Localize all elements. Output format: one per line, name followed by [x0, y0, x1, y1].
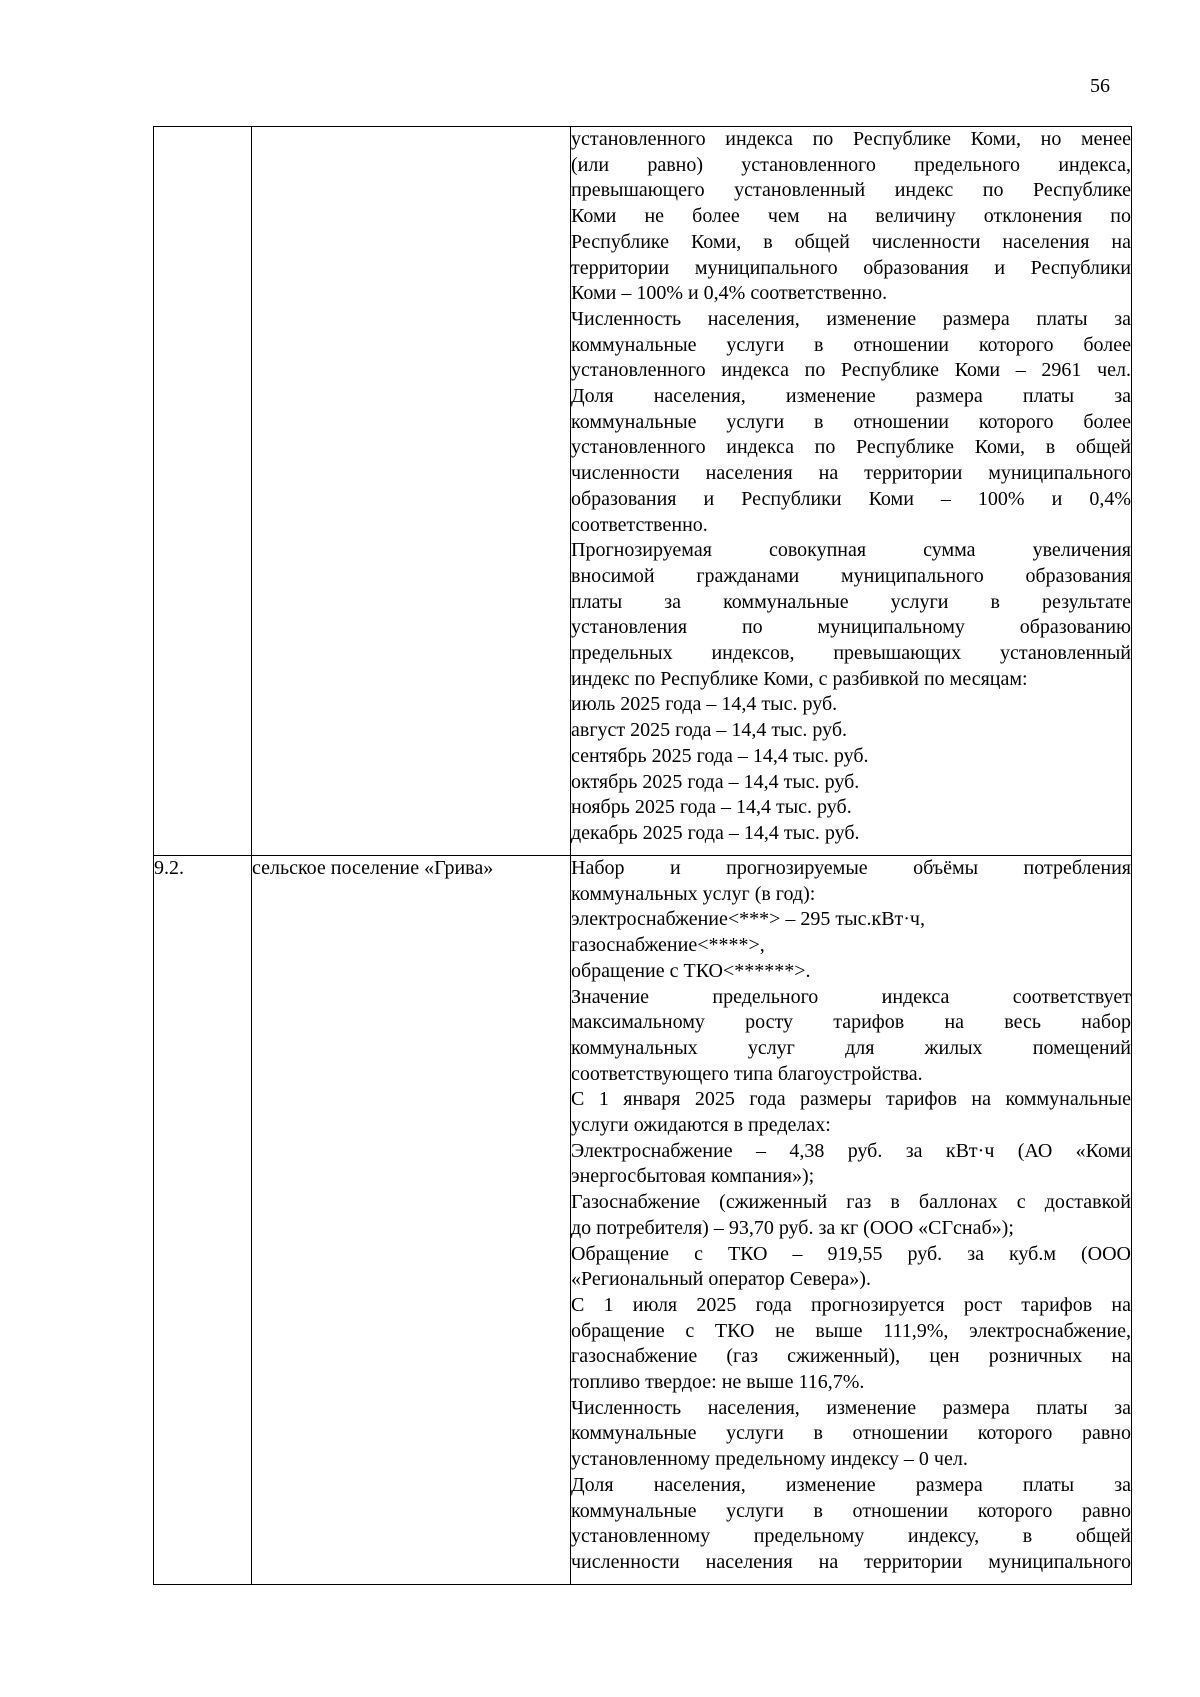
text-line: Численность населения, изменение размера платы за	[571, 307, 1131, 330]
description-cell	[571, 856, 1132, 1585]
text-line: установления по муниципальному образованию	[571, 616, 1131, 639]
text-line: предельных индексов, превышающих установленный	[571, 642, 1131, 665]
text-line: платы за коммунальные услуги в результате	[571, 590, 1131, 613]
text-line: образования и Республики Коми – 100% и 0,4%	[571, 487, 1131, 510]
text-line: Республике Коми, в общей численности населения на	[571, 230, 1131, 253]
text-line: превышающего установленный индекс по Республике	[571, 179, 1131, 202]
text-line: коммунальных услуг (в год):	[571, 882, 816, 905]
text-line: обращение с ТКО не выше 111,9%, электроснабжение,	[571, 1319, 1131, 1342]
text-line: коммунальных услуг для жилых помещений	[571, 1036, 1131, 1059]
document-table	[153, 126, 1132, 1585]
text-line: «Региональный оператор Севера»).	[571, 1268, 871, 1291]
text-line: энергосбытовая компания»);	[571, 1165, 815, 1188]
description-text	[571, 127, 1131, 847]
text-line: территории муниципального образования и Республики	[571, 256, 1131, 279]
text-line: коммунальные услуги в отношении которого равно	[571, 1499, 1131, 1522]
text-line: газоснабжение (газ сжиженный), цен розничных на	[571, 1345, 1131, 1368]
text-line: октябрь 2025 года – 14,4 тыс. руб.	[571, 770, 860, 793]
table-row	[154, 127, 1132, 856]
text-line: Коми не более чем на величину отклонения по	[571, 205, 1131, 228]
text-line: электроснабжение<***> – 295 тыс.кВт·ч,	[571, 908, 925, 931]
text-line: Газоснабжение (сжиженный газ в баллонах с доставкой	[571, 1191, 1131, 1214]
text-line: Обращение с ТКО – 919,55 руб. за куб.м (ООО	[571, 1242, 1131, 1265]
row-number-cell: 9.2.	[154, 856, 252, 1585]
text-line: обращение с ТКО<******>.	[571, 959, 811, 982]
text-line: численности населения на территории муниципального	[571, 1550, 1131, 1573]
text-line: вносимой гражданами муниципального образования	[571, 564, 1131, 587]
page-number: 56	[1090, 75, 1110, 97]
text-line: С 1 января 2025 года размеры тарифов на коммунальные	[571, 1088, 1131, 1111]
text-line: Значение предельного индекса соответствует	[571, 985, 1131, 1008]
text-line: сентябрь 2025 года – 14,4 тыс. руб.	[571, 744, 869, 767]
text-line: соответствующего типа благоустройства.	[571, 1062, 923, 1085]
text-line: максимальному росту тарифов на весь набор	[571, 1011, 1131, 1034]
text-line: индекс по Республике Коми, с разбивкой по месяцам:	[571, 667, 1028, 690]
text-line: Набор и прогнозируемые объёмы потребления	[571, 857, 1131, 879]
text-line: установленному предельному индексу, в общей	[571, 1525, 1131, 1548]
description-text	[571, 856, 1131, 1576]
settlement-name-cell	[252, 127, 571, 856]
text-line: газоснабжение<****>,	[571, 934, 765, 957]
text-line: численности населения на территории муниципального	[571, 462, 1131, 485]
text-line: установленного индекса по Республике Коми, в общей	[571, 436, 1131, 459]
text-line: август 2025 года – 14,4 тыс. руб.	[571, 719, 848, 742]
table-row	[154, 856, 1132, 1585]
row-number-cell	[154, 127, 252, 856]
text-line: коммунальные услуги в отношении которого более	[571, 333, 1131, 356]
text-line: Доля населения, изменение размера платы за	[571, 1473, 1131, 1496]
text-line: (или равно) установленного предельного индекса,	[571, 153, 1131, 176]
text-line: соответственно.	[571, 513, 708, 536]
text-line: Коми – 100% и 0,4% соответственно.	[571, 282, 888, 305]
text-line: Доля населения, изменение размера платы за	[571, 385, 1131, 408]
text-line: коммунальные услуги в отношении которого более	[571, 410, 1131, 433]
text-line: услуги ожидаются в пределах:	[571, 1114, 831, 1137]
text-line: С 1 июля 2025 года прогнозируется рост тарифов на	[571, 1293, 1131, 1316]
text-line: декабрь 2025 года – 14,4 тыс. руб.	[571, 821, 860, 844]
settlement-name-cell: сельское поселение «Грива»	[252, 856, 571, 1585]
text-line: ноябрь 2025 года – 14,4 тыс. руб.	[571, 796, 852, 819]
text-line: установленного индекса по Республике Коми – 2961 чел.	[571, 359, 1131, 382]
text-line: Электроснабжение – 4,38 руб. за кВт·ч (АО «Коми	[571, 1139, 1131, 1162]
description-cell	[571, 127, 1132, 856]
text-line: до потребителя) – 93,70 руб. за кг (ООО «СГснаб»);	[571, 1216, 1014, 1239]
text-line: Прогнозируемая совокупная сумма увеличения	[571, 539, 1131, 562]
text-line: июль 2025 года – 14,4 тыс. руб.	[571, 693, 838, 716]
text-line: топливо твердое: не выше 116,7%.	[571, 1371, 865, 1394]
text-line: Численность населения, изменение размера платы за	[571, 1396, 1131, 1419]
text-line: коммунальные услуги в отношении которого равно	[571, 1422, 1131, 1445]
text-line: установленному предельному индексу – 0 чел.	[571, 1448, 968, 1471]
text-line: установленного индекса по Республике Коми, но менее	[571, 128, 1131, 150]
